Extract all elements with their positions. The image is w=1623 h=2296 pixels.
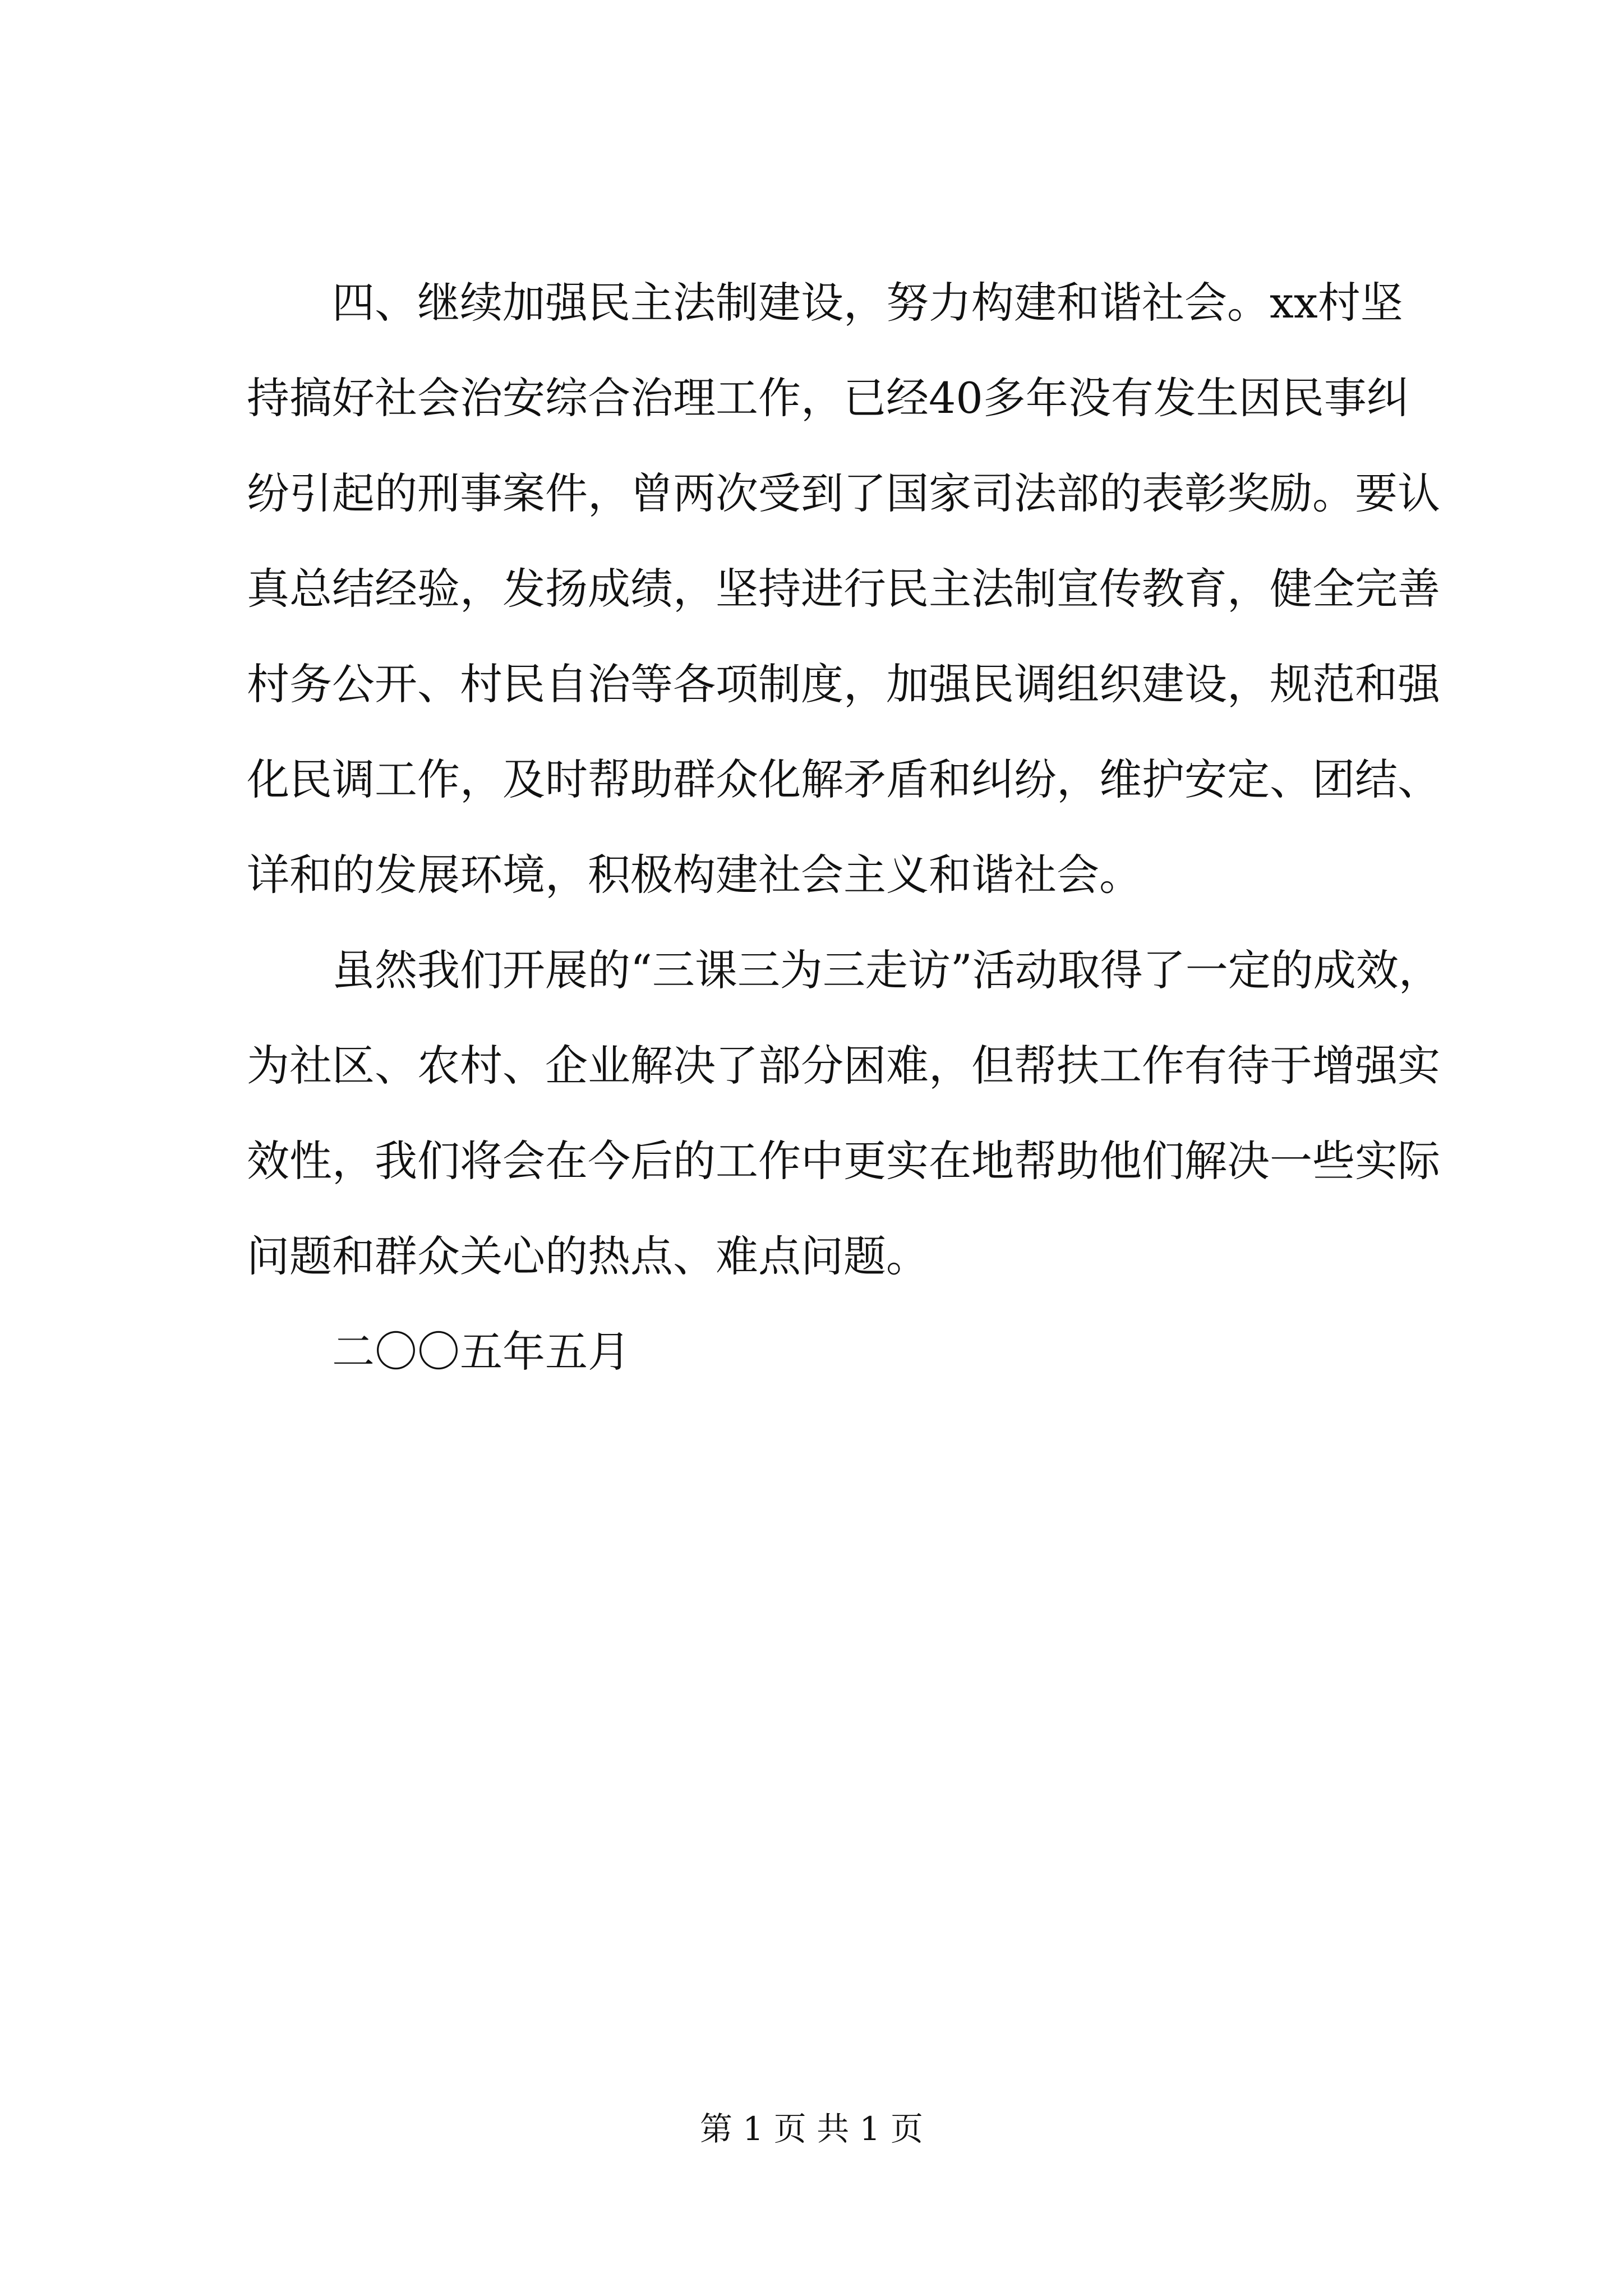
text-line: 为社区、农村、企业解决了部分困难，但帮扶工作有待于增强实	[247, 1041, 1440, 1091]
paragraph-democracy-legal	[247, 255, 1440, 923]
document-body	[247, 255, 1441, 1400]
paragraph-summary	[247, 923, 1441, 1304]
text-line: 持搞好社会治安综合治理工作，已经40多年没有发生因民事纠	[247, 373, 1409, 423]
page-footer	[0, 2106, 1623, 2151]
text-line: 问题和群众关心的热点、难点问题。	[247, 1231, 929, 1281]
text-line: 四、继续加强民主法制建设，努力构建和谐社会。xx村坚	[247, 278, 1403, 328]
text-line: 化民调工作，及时帮助群众化解矛盾和纠纷，维护安定、团结、	[247, 754, 1440, 804]
text-line: 效性，我们将会在今后的工作中更实在地帮助他们解决一些实际	[247, 1136, 1440, 1186]
text-line: 真总结经验，发扬成绩，坚持进行民主法制宣传教育，健全完善	[247, 564, 1440, 614]
text-line: 详和的发展环境，积极构建社会主义和谐社会。	[247, 850, 1142, 900]
text-line: 纷引起的刑事案件，曾两次受到了国家司法部的表彰奖励。要认	[247, 468, 1440, 518]
page-number-label: 第 1 页 共 1 页	[700, 2110, 923, 2148]
date-line: 二〇〇五年五月	[247, 1327, 630, 1377]
text-line: 虽然我们开展的“三课三为三走访”活动取得了一定的成效，	[247, 945, 1441, 995]
text-line: 村务公开、村民自治等各项制度，加强民调组织建设，规范和强	[247, 659, 1440, 709]
